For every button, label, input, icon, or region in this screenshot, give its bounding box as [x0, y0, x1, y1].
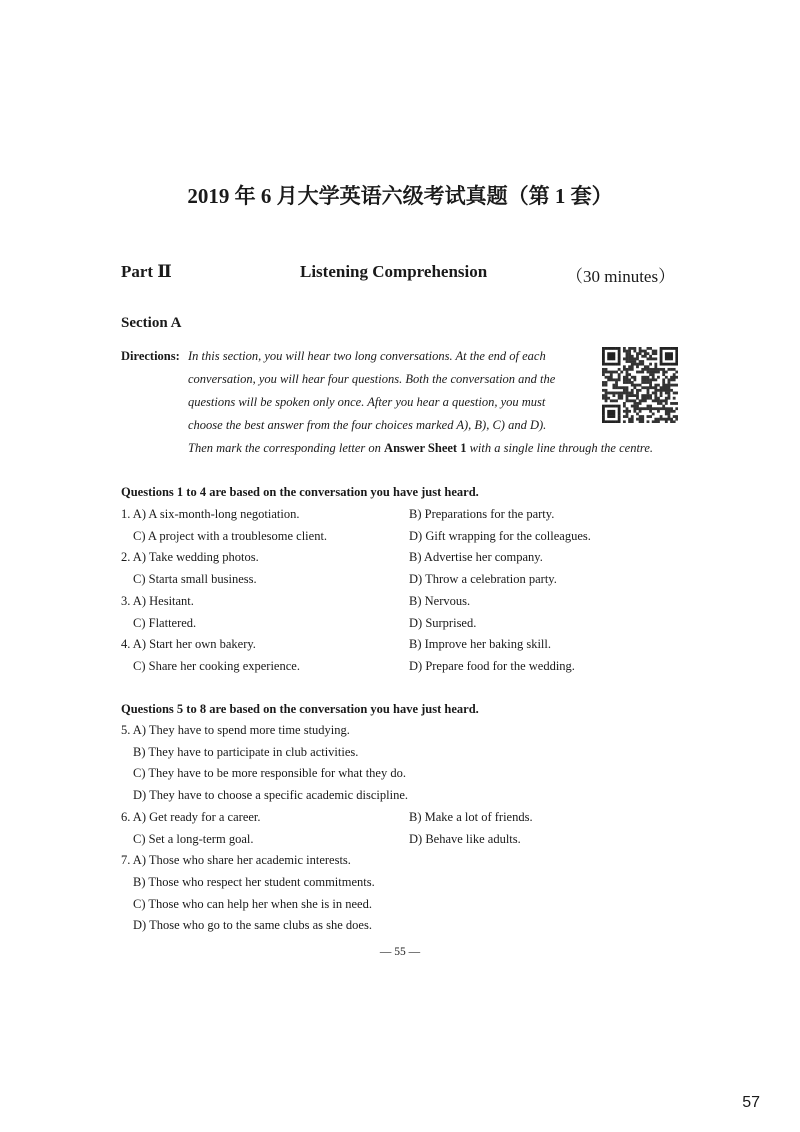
answer-option: B) Those who respect her student commitments.: [133, 874, 375, 889]
answer-option: 1. A) A six-month-long negotiation.: [121, 507, 300, 521]
answer-option: C) A project with a troublesome client.: [133, 528, 328, 543]
answer-option: C) Starta small business.: [133, 572, 257, 587]
page-title: 2019 年 6 月大学英语六级考试真题（第 1 套）: [187, 184, 613, 208]
answer-option: C) Those who can help her when she is in need.: [133, 896, 372, 911]
answer-option: D) Prepare food for the wedding.: [409, 658, 575, 673]
directions-line-last: Then mark the corresponding letter on Answer Sheet 1 with a single line through the centre.: [188, 441, 654, 455]
answer-option: B) Improve her baking skill.: [409, 637, 551, 652]
answer-option: B) Make a lot of friends.: [409, 809, 533, 824]
answer-option: 2. A) Take wedding photos.: [121, 550, 259, 565]
answer-option: B) They have to participate in club activities.: [133, 744, 359, 759]
answer-option: D) Behave like adults.: [409, 831, 521, 846]
directions-line: In this section, you will hear two long conversations. At the end of each: [188, 349, 546, 363]
answer-option: D) They have to choose a specific academic discipline.: [133, 788, 409, 803]
answer-option: D) Gift wrapping for the colleagues.: [409, 528, 591, 543]
answer-option: 6. A) Get ready for a career.: [121, 809, 261, 824]
part-time: （30 minutes）: [566, 267, 676, 286]
question-group-heading: Questions 5 to 8 are based on the conversation you have just heard.: [121, 702, 479, 716]
answer-option: D) Throw a celebration party.: [409, 572, 557, 587]
answer-option: 7. A) Those who share her academic interests.: [121, 853, 351, 868]
answer-option: B) Nervous.: [409, 593, 471, 608]
answer-option: 5. A) They have to spend more time studying.: [121, 723, 350, 737]
answer-option: C) They have to be more responsible for what they do.: [133, 766, 406, 781]
section-heading: Section A: [121, 315, 182, 331]
answer-option: B) Advertise her company.: [409, 550, 543, 565]
directions-line: questions will be spoken only once. After you hear a question, you must: [188, 395, 546, 409]
question-group-heading: Questions 1 to 4 are based on the conversation you have just heard.: [121, 485, 479, 499]
answer-option: D) Those who go to the same clubs as she does.: [133, 918, 372, 933]
answer-option: D) Surprised.: [409, 615, 477, 630]
answer-option: 3. A) Hesitant.: [121, 593, 194, 608]
answer-option: C) Set a long-term goal.: [133, 831, 254, 846]
corner-page-number: 57: [742, 1094, 760, 1111]
directions-label: Directions:: [121, 349, 180, 363]
answer-option: C) Flattered.: [133, 615, 197, 630]
directions-line: conversation, you will hear four questions. Both the conversation and the: [188, 372, 556, 386]
answer-option: 4. A) Start her own bakery.: [121, 637, 256, 652]
answer-sheet-ref: Answer Sheet 1: [384, 441, 467, 455]
answer-option: B) Preparations for the party.: [409, 507, 555, 521]
directions-line: choose the best answer from the four choices marked A), B), C) and D).: [188, 418, 547, 432]
answer-option: C) Share her cooking experience.: [133, 658, 300, 673]
part-label: Part Ⅱ: [121, 262, 172, 281]
part-name: Listening Comprehension: [300, 262, 488, 281]
page-number: — 55 —: [379, 946, 421, 958]
qr-code: [602, 347, 678, 423]
